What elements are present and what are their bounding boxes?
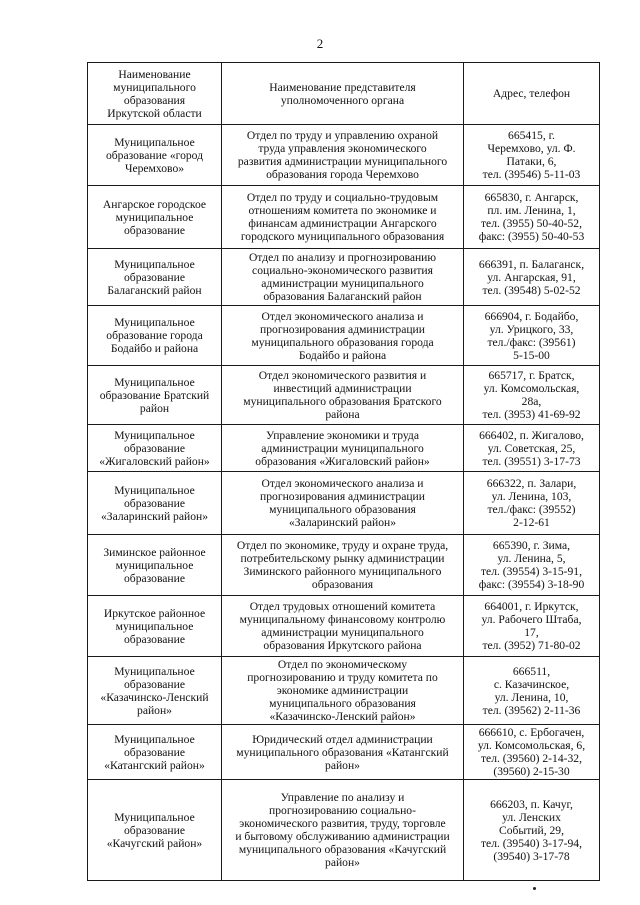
address-phone-cell: 666391, п. Балаганск, ул. Ангарская, 91, тел. (39548) 5-02-52 — [464, 249, 600, 306]
representative-cell: Управление по анализу и прогнозированию социально- экономического развития, труду, торговле и бытовому обслуживанию администрации муниципального образования «Качугский район» — [222, 780, 464, 881]
table-row — [88, 366, 600, 425]
representative-cell: Отдел по экономическому прогнозированию и труду комитета по экономике администрации муниципального образования «Казачинско-Ленский район» — [222, 657, 464, 725]
address-phone-cell: 666904, г. Бодайбо, ул. Урицкого, 33, тел./факс: (39561) 5-15-00 — [464, 306, 600, 366]
table-row — [88, 186, 600, 249]
table-row — [88, 472, 600, 535]
representative-cell: Юридический отдел администрации муниципального образования «Катангский район» — [222, 725, 464, 780]
representative-cell: Отдел трудовых отношений комитета муниципальному финансовому контролю администрации муниципального образования Иркутского района — [222, 596, 464, 657]
representative-cell: Отдел экономического развития и инвестиций администрации муниципального образования Братского района — [222, 366, 464, 425]
header-representative: Наименование представителя уполномоченного органа — [222, 63, 464, 125]
representative-cell: Отдел экономического анализа и прогнозирования администрации муниципального образования «Заларинский район» — [222, 472, 464, 535]
representative-cell: Отдел по труду и социально-трудовым отношениям комитета по экономике и финансам администрации Ангарского городского муниципального образования — [222, 186, 464, 249]
address-phone-cell: 666610, с. Ербогачен, ул. Комсомольская, 6, тел. (39560) 2-14-32, (39560) 2-15-30 — [464, 725, 600, 780]
municipality-cell: Муниципальное образование «Катангский район» — [88, 725, 222, 780]
table-row — [88, 125, 600, 186]
address-phone-cell: 664001, г. Иркутск, ул. Рабочего Штаба, 17, тел. (3952) 71-80-02 — [464, 596, 600, 657]
municipal-representatives-table — [87, 62, 600, 881]
address-phone-cell: 666203, п. Качуг, ул. Ленских Событий, 29, тел. (39540) 3-17-94, (39540) 3-17-78 — [464, 780, 600, 881]
table-row — [88, 657, 600, 725]
table-row — [88, 596, 600, 657]
municipality-cell: Муниципальное образование города Бодайбо и района — [88, 306, 222, 366]
municipality-cell: Зиминское районное муниципальное образование — [88, 535, 222, 596]
representative-cell: Отдел по анализу и прогнозированию социально-экономического развития администрации муниципального образования Балаганский район — [222, 249, 464, 306]
representative-cell: Отдел экономического анализа и прогнозирования администрации муниципального образования города Бодайбо и района — [222, 306, 464, 366]
municipality-cell: Муниципальное образование «Жигаловский район» — [88, 425, 222, 472]
address-phone-cell: 666322, п. Залари, ул. Ленина, 103, тел./факс: (39552) 2-12-61 — [464, 472, 600, 535]
table-row — [88, 780, 600, 881]
address-phone-cell: 665830, г. Ангарск, пл. им. Ленина, 1, тел. (3955) 50-40-52, факс: (3955) 50-40-53 — [464, 186, 600, 249]
table-row — [88, 535, 600, 596]
table-row — [88, 725, 600, 780]
table-row — [88, 306, 600, 366]
table-row — [88, 249, 600, 306]
municipality-cell: Муниципальное образование «Заларинский район» — [88, 472, 222, 535]
address-phone-cell: 666402, п. Жигалово, ул. Советская, 25, тел. (39551) 3-17-73 — [464, 425, 600, 472]
municipality-cell: Ангарское городское муниципальное образование — [88, 186, 222, 249]
municipality-cell: Муниципальное образование Братский район — [88, 366, 222, 425]
address-phone-cell: 666511, с. Казачинское, ул. Ленина, 10, тел. (39562) 2-11-36 — [464, 657, 600, 725]
header-address-phone: Адрес, телефон — [464, 63, 600, 125]
address-phone-cell: 665717, г. Братск, ул. Комсомольская, 28а, тел. (3953) 41-69-92 — [464, 366, 600, 425]
municipality-cell: Муниципальное образование Балаганский район — [88, 249, 222, 306]
municipality-cell: Муниципальное образование «город Черемхово» — [88, 125, 222, 186]
page-number: 2 — [316, 36, 324, 51]
table-row — [88, 425, 600, 472]
municipality-cell: Муниципальное образование «Качугский район» — [88, 780, 222, 881]
representative-cell: Отдел по экономике, труду и охране труда, потребительскому рынку администрации Зиминского районного муниципального образования — [222, 535, 464, 596]
municipality-cell: Иркутское районное муниципальное образование — [88, 596, 222, 657]
representative-cell: Отдел по труду и управлению охраной труда управления экономического развития администрации муниципального образования города Черемхово — [222, 125, 464, 186]
address-phone-cell: 665390, г. Зима, ул. Ленина, 5, тел. (39554) 3-15-91, факс: (39554) 3-18-90 — [464, 535, 600, 596]
address-phone-cell: 665415, г. Черемхово, ул. Ф. Патаки, 6, тел. (39546) 5-11-03 — [464, 125, 600, 186]
representative-cell: Управление экономики и труда администрации муниципального образования «Жигаловский район» — [222, 425, 464, 472]
table-body — [88, 125, 600, 881]
header-municipality: Наименование муниципального образования Иркутской области — [88, 63, 222, 125]
municipality-cell: Муниципальное образование «Казачинско-Ленский район» — [88, 657, 222, 725]
scan-dot — [533, 887, 536, 890]
table-header-row — [88, 63, 600, 125]
